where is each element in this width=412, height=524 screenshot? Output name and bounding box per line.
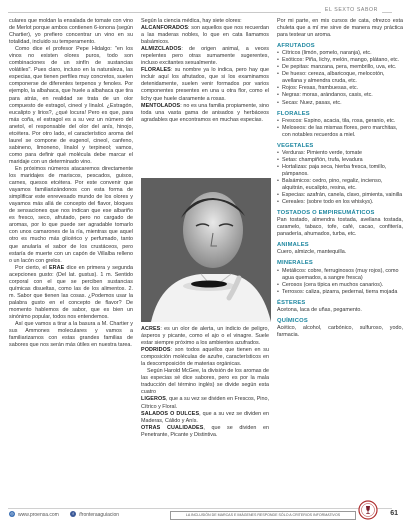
list-item: • Cítricos (limón, pomelo, naranja), etc. [277,50,403,57]
term-almizclados: ALMIZCLADOS [141,46,182,53]
section-label: EL SEXTO SABOR [321,7,382,13]
category-list [277,268,403,296]
category-list [277,150,403,206]
list-item: • Negras: moras, arándanos, casis, etc. [277,92,403,99]
category-title: TOSTADOS O EMPIREUMÁTICOS [277,210,375,217]
term-podridos: PODRIDOS [141,347,171,354]
list-item: • Verduras: Pimiento verde, tomate [277,150,403,157]
paragraph-text: Por cierto, el [15,264,49,271]
facebook-icon: f [70,511,76,517]
category-title: QUÍMICOS [277,317,308,324]
list-item: • Cereales: (sobre todo en los whiskys). [277,199,403,206]
list-item: • Balsámicos: cedro, pino, regaliz, incienso, alquitrán, eucalipto, resina, etc. [277,178,403,192]
footer-rule [8,508,392,509]
list-item: • Rojos: Fresas, frambuesas, etc. [277,85,403,92]
paragraph: Así que vamos a tirar a la basura a M. Chartier y sus Ammones moleculares y vamos a familiarizarnos con estas grandes familias de sabores que nos serán más útiles en nuestra tarea. [9,321,133,349]
term-acres: ACRES [141,326,161,332]
category-text: Acético, alcohol, carbónico, sulfuroso, yodo, farmacia. [277,324,403,338]
paragraph [141,425,269,439]
term: ERAE [48,264,65,271]
term-description: : son todos aquellos que tienen en su composición moléculas de azufre, característicos en la descomposición de materias orgánicas. [141,347,269,368]
term-description: : su nombre ya lo indica, pero hay que incluir aquí los afrutados, que si los examinamos detenidamente, suelen venir formados por varios componentes presentes en una u otra flor, como el lichy que huele claramente a rosas. [141,67,269,102]
list-item: • Meloseos: de las mismas flores, pero marchitas, con notables recuerdos a miel. [277,125,403,139]
wine-seal-logo [358,500,378,520]
category-title: AFRUTADOS [277,43,315,50]
paragraph: En próximos números atacaremos directamente los maridajes de mariscos, pescados, guisos, carnes, quesos etcétera. Por este convenir que vayamos familiarizándonos con esta forma de simplificar este enrevesado mundo de los olores y vayamos más allá de concepto del flavor, bloques de sensaciones que nos indican que ese albariño es fresco, seco, afrutado, pero no cargado de aromas, por lo que puede ser agradable tomarlo con unos camarones de la ría, mientras que aquel otro es mucho más glicérico y perfumado, tanto que anularía el sabor de los crustáceos, pero estaría de muerte con un capón de Villalba relleno o un lacón con grelos. [9,165,133,264]
chef-illustration [141,178,271,322]
term-alcanforados: ALCANFORADOS [141,25,189,32]
paragraph [141,347,269,368]
list-item: • Secas: Nuez, pasas, etc. [277,100,403,107]
term-description: , que a su vez se dividen en Frescos, Pino, Cítrico y Floral. [141,396,269,410]
list-item: • De pepitas: manzana, pera, membrillo, uva, etc. [277,64,403,71]
disclaimer-box: LA INCLUSIÓN DE MARCAS E IMÁGENES RESPONDE SÓLO A CRITERIOS INFORMATIVOS [170,511,356,520]
category-text: Pan tostado, almendra tostada, avellana tostada, caramelo, tabaco, tofe, café, cacao, confitería, panadería, ahumados, turba, etc. [277,217,403,238]
web-icon: ◎ [10,511,14,516]
list-item: • Hortalizas: paja seca, hierba fresca, tomillo, pámpanos. [277,164,403,178]
page-number: 61 [390,510,398,517]
term-description: : de origen animal, a veces repelentes pero otras sumamente sugerentes, incluso excitantes sexualmente. [141,46,269,67]
paragraph [141,396,269,410]
category-title: ÉSTERES [277,299,306,306]
term-description: : son aquellos que nos recuerdan a las maderas nobles, lo que en cata llamamos balsámicos. [141,25,269,46]
term-salados: SALADOS O DULCES [141,410,200,417]
paragraph [141,25,269,46]
list-item: • Terrosos: caliza, pizarra, pedernal, tierra mojada [277,289,403,296]
column-left [9,18,133,349]
paragraph: Según la ciencia médica, hay siete olores: [141,18,242,24]
paragraph [9,265,133,321]
term-description: : es un olor de alerta, un indicio de peligro, ásperos y picante, como el ajo o el vinagre. Suele estar siempre próximo a los ambientes azufrados. [141,326,269,347]
category-text: Cuero, almizcle, mantequilla. [277,249,347,256]
column-middle [141,18,269,124]
column-right [277,18,403,339]
list-item: • Exóticos: Piña, lichy, melón, mango, plátano, etc. [277,57,403,64]
category-title: ANIMALES [277,242,309,249]
paragraph: culares que moldan la ensalada de tomate con vino de Merlot porque ambos contienen 6-ionona (según Chartier), yo prefiero concentrar un vino en su totalidad, incluido su temperamento. [9,18,133,46]
paragraph: Según Harold McGee, la división de los aromas de las especias sé dice sabores, pero es por la mala traducción del término inglés) se divide según esta cuatro [141,368,269,396]
list-item: • Metálicos: cobre, ferruginosos (muy rojos), como agua quemados, a sangre fresca) [277,268,403,282]
category-title: MINERALES [277,260,313,267]
paragraph: Por mi parte, en mis cursos de cata, ofrezco esta chuleta que a mí me sirve de manera muy práctica para testear un aroma. [277,18,403,39]
term-mentolados: MENTOLADOS [141,102,181,109]
term-otras: OTRAS CUALIDADES [141,424,204,431]
list-item: • Setas: champiñón, trufa, levadura [277,157,403,164]
paragraph: Como dice el profesor Pepe Hidalgo: "en los vinos no existen olores puros, todo son combinaciones de un sinfín de sustancias volátiles". Pues claro, incluso en la naturaleza, las especias, que tienen perfiles muy concretos, suelen componerse de diferentes terpenos y fenoles. Por ejemplo, la albahaca, que huele a albahaca que tira para atrás, en realidad se trata de un olor compuesto de estragol, cineol y linalol. ¿Estragón, eucalipto y lirios?, ¿qué locura! Pero es que, para más coña, el estragol es a su vez un número del anetol, el responsable del olor del anís, hinojo, etcétera. Por otro lado, el característico aroma del laurel se compone de eugenol, cineol, canfeno, sabineno, limoneno, linalol y terpineol; vamos, como para definir qué molécula debe marcar el maridaje con un determinado vino. [9,46,133,165]
paragraph [141,103,269,124]
list-item: • Cerosos (cera típica en muchos canarios). [277,282,403,289]
column-middle-lower [141,326,269,439]
category-title: FLORALES [277,110,310,117]
list-item: • Frescos: Espino, acacia, tila, rosa, geranio, etc. [277,118,403,125]
paragraph [141,326,269,347]
term-description: : no es una familia propiamente, sino toda una vasta gama de anisados y herbáceos agradables que encontramos en muchas especias. [141,102,269,123]
social-link[interactable]: /fronteraaguiacion [79,512,120,518]
paragraph [141,411,269,425]
list-item: • Especias: azafrán, canela, clavo, pimienta, vainilla [277,192,403,199]
paragraph-text: dice en primera y segunda acepciones gusto: (Del lat. gustus). 1 m. Sentido corporal con el que se perciben sustancias químicas disueltas, como las de los alimentos. 2. m. Sabor que tienen las cosas. ¿Podemos usar la palabra gusto en el concepto de flavor? De momento hablemos de sabor, que es bien un sinónimo popular, todos nos entendemos. [9,264,133,320]
category-list [277,118,403,139]
term-florales: FLORALES [141,67,171,74]
category-text: Acetona, laca de uñas, pegamento. [277,306,362,313]
website-link[interactable]: www.proensa.com [18,512,59,518]
paragraph [141,46,269,67]
term-description: , que a su vez se dividen en Maderas, Cálido y Anís. [141,410,270,424]
term-description: , que se dividen en Penetrante, Picante y Distintiva. [141,424,269,438]
paragraph [141,67,269,102]
category-title: VEGETALES [277,142,314,149]
list-item: • De hueso: cereza, albaricoque, melocotón, avellana y almendra cruda, etc. [277,71,403,85]
chef-photo [141,178,271,322]
category-list [277,50,403,106]
term-ligeros: LIGEROS [141,396,166,403]
